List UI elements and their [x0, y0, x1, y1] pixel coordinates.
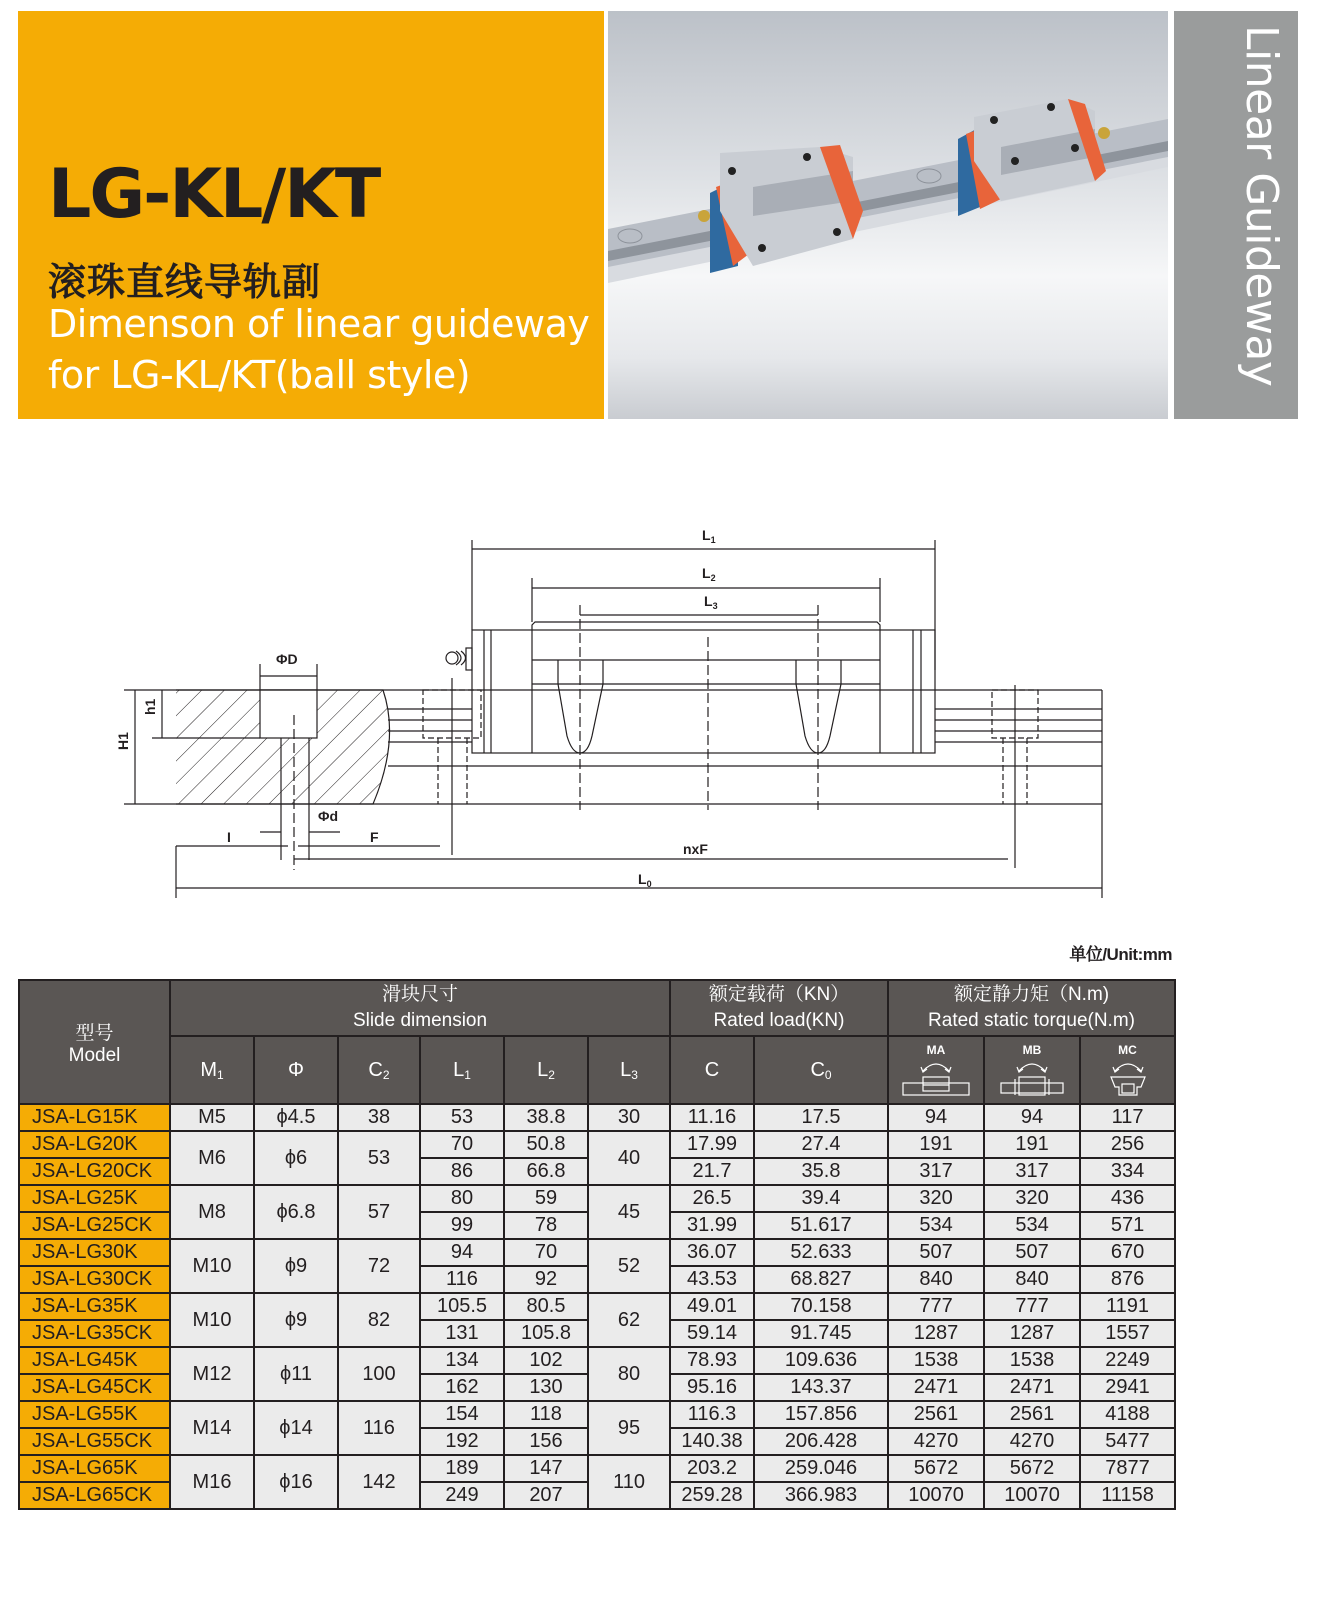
- dimension-drawing: [100, 520, 1120, 910]
- c-cell: 116.3: [670, 1401, 754, 1428]
- model-cell: JSA-LG65K: [19, 1455, 170, 1482]
- l1-cell: 192: [420, 1428, 504, 1455]
- c2-cell: 53: [338, 1131, 420, 1185]
- mb-cell: 4270: [984, 1428, 1080, 1455]
- mb-cell: 320: [984, 1185, 1080, 1212]
- mc-cell: 7877: [1080, 1455, 1175, 1482]
- header-rated-load: 额定载荷（KN） Rated load(KN): [670, 980, 888, 1036]
- table-row: [19, 1185, 1175, 1212]
- model-cell: JSA-LG45K: [19, 1347, 170, 1374]
- phi-cell: ϕ4.5: [254, 1104, 338, 1131]
- product-photo: [608, 11, 1168, 419]
- model-cell: JSA-LG35CK: [19, 1320, 170, 1347]
- l1-cell: 154: [420, 1401, 504, 1428]
- c2-cell: 82: [338, 1293, 420, 1347]
- table-row: [19, 1131, 1175, 1158]
- c0-cell: 39.4: [754, 1185, 888, 1212]
- l2-cell: 80.5: [504, 1293, 588, 1320]
- ma-cell: 777: [888, 1293, 984, 1320]
- mb-cell: 840: [984, 1266, 1080, 1293]
- ma-cell: 5672: [888, 1455, 984, 1482]
- l1-cell: 162: [420, 1374, 504, 1401]
- l2-cell: 130: [504, 1374, 588, 1401]
- c0-cell: 259.046: [754, 1455, 888, 1482]
- l1-cell: 86: [420, 1158, 504, 1185]
- l3-cell: 80: [588, 1347, 670, 1401]
- label-L2: $L_2$: [702, 565, 716, 583]
- l1-cell: 80: [420, 1185, 504, 1212]
- c-cell: 59.14: [670, 1320, 754, 1347]
- spec-table: [18, 979, 1176, 1510]
- col-phi: Φ: [254, 1036, 338, 1104]
- yaw-moment-icon: [997, 1057, 1067, 1097]
- mb-cell: 1287: [984, 1320, 1080, 1347]
- l1-cell: 134: [420, 1347, 504, 1374]
- col-C2: $C_2$: [338, 1036, 420, 1104]
- header-slide-dimension: 滑块尺寸 Slide dimension: [170, 980, 670, 1036]
- spec-table-body: [19, 1104, 1175, 1509]
- c0-cell: 366.983: [754, 1482, 888, 1509]
- l1-cell: 249: [420, 1482, 504, 1509]
- roll-moment-icon: [1103, 1057, 1153, 1097]
- m1-cell: M16: [170, 1455, 254, 1509]
- label-phid: Φd: [318, 808, 339, 824]
- mc-cell: 4188: [1080, 1401, 1175, 1428]
- c2-cell: 116: [338, 1401, 420, 1455]
- linear-guide-illustration: [608, 11, 1168, 419]
- c-cell: 31.99: [670, 1212, 754, 1239]
- phi-cell: ϕ14: [254, 1401, 338, 1455]
- c-cell: 95.16: [670, 1374, 754, 1401]
- c-cell: 43.53: [670, 1266, 754, 1293]
- model-cell: JSA-LG45CK: [19, 1374, 170, 1401]
- m1-cell: M12: [170, 1347, 254, 1401]
- c-cell: 203.2: [670, 1455, 754, 1482]
- model-cell: JSA-LG65CK: [19, 1482, 170, 1509]
- model-cell: JSA-LG55CK: [19, 1428, 170, 1455]
- col-MC: MC: [1080, 1036, 1175, 1104]
- phi-cell: ϕ6.8: [254, 1185, 338, 1239]
- col-MA: MA: [888, 1036, 984, 1104]
- l1-cell: 99: [420, 1212, 504, 1239]
- l2-cell: 207: [504, 1482, 588, 1509]
- l2-cell: 102: [504, 1347, 588, 1374]
- col-M1: $M_1$: [170, 1036, 254, 1104]
- m1-cell: M14: [170, 1401, 254, 1455]
- c0-cell: 35.8: [754, 1158, 888, 1185]
- ma-cell: 191: [888, 1131, 984, 1158]
- l2-cell: 70: [504, 1239, 588, 1266]
- mc-cell: 670: [1080, 1239, 1175, 1266]
- model-cell: JSA-LG20K: [19, 1131, 170, 1158]
- ma-cell: 507: [888, 1239, 984, 1266]
- m1-cell: M8: [170, 1185, 254, 1239]
- c0-cell: 17.5: [754, 1104, 888, 1131]
- c-cell: 26.5: [670, 1185, 754, 1212]
- col-L2: $L_2$: [504, 1036, 588, 1104]
- product-title: LG-KL/KT: [48, 155, 380, 234]
- col-L1: $L_1$: [420, 1036, 504, 1104]
- l3-cell: 95: [588, 1401, 670, 1455]
- mc-cell: 117: [1080, 1104, 1175, 1131]
- subtitle-en-line1: Dimenson of linear guideway: [48, 302, 590, 346]
- c-cell: 49.01: [670, 1293, 754, 1320]
- product-subtitle-cn: 滚珠直线导轨副: [48, 260, 322, 304]
- mb-cell: 2561: [984, 1401, 1080, 1428]
- m1-cell: M5: [170, 1104, 254, 1131]
- label-I: I: [227, 829, 231, 845]
- l2-cell: 156: [504, 1428, 588, 1455]
- table-row: [19, 1455, 1175, 1482]
- label-L1: $L_1$: [702, 527, 716, 545]
- mb-cell: 10070: [984, 1482, 1080, 1509]
- ma-cell: 2561: [888, 1401, 984, 1428]
- mc-cell: 334: [1080, 1158, 1175, 1185]
- m1-cell: M10: [170, 1239, 254, 1293]
- mb-cell: 94: [984, 1104, 1080, 1131]
- table-row: [19, 1401, 1175, 1428]
- c0-cell: 52.633: [754, 1239, 888, 1266]
- c-cell: 11.16: [670, 1104, 754, 1131]
- ma-cell: 1538: [888, 1347, 984, 1374]
- c2-cell: 100: [338, 1347, 420, 1401]
- l2-cell: 50.8: [504, 1131, 588, 1158]
- l2-cell: 118: [504, 1401, 588, 1428]
- mc-cell: 876: [1080, 1266, 1175, 1293]
- l3-cell: 30: [588, 1104, 670, 1131]
- model-cell: JSA-LG30K: [19, 1239, 170, 1266]
- ma-cell: 1287: [888, 1320, 984, 1347]
- l3-cell: 52: [588, 1239, 670, 1293]
- l1-cell: 53: [420, 1104, 504, 1131]
- mc-cell: 2249: [1080, 1347, 1175, 1374]
- ma-cell: 10070: [888, 1482, 984, 1509]
- phi-cell: ϕ16: [254, 1455, 338, 1509]
- unit-note: 单位/Unit:mm: [1069, 945, 1172, 964]
- mb-cell: 777: [984, 1293, 1080, 1320]
- l2-cell: 147: [504, 1455, 588, 1482]
- c-cell: 259.28: [670, 1482, 754, 1509]
- mc-cell: 11158: [1080, 1482, 1175, 1509]
- model-cell: JSA-LG35K: [19, 1293, 170, 1320]
- l2-cell: 78: [504, 1212, 588, 1239]
- ma-cell: 317: [888, 1158, 984, 1185]
- label-h1: h1: [142, 698, 158, 715]
- model-cell: JSA-LG25CK: [19, 1212, 170, 1239]
- c-cell: 36.07: [670, 1239, 754, 1266]
- mc-cell: 5477: [1080, 1428, 1175, 1455]
- c-cell: 21.7: [670, 1158, 754, 1185]
- ma-cell: 840: [888, 1266, 984, 1293]
- mb-cell: 191: [984, 1131, 1080, 1158]
- table-row: [19, 1239, 1175, 1266]
- product-subtitle-en: [48, 299, 589, 401]
- l2-cell: 92: [504, 1266, 588, 1293]
- l1-cell: 116: [420, 1266, 504, 1293]
- l1-cell: 94: [420, 1239, 504, 1266]
- phi-cell: ϕ11: [254, 1347, 338, 1401]
- header-rated-torque: 额定静力矩（N.m) Rated static torque(N.m): [888, 980, 1175, 1036]
- col-MB: MB: [984, 1036, 1080, 1104]
- c0-cell: 109.636: [754, 1347, 888, 1374]
- c0-cell: 27.4: [754, 1131, 888, 1158]
- l1-cell: 105.5: [420, 1293, 504, 1320]
- mc-cell: 436: [1080, 1185, 1175, 1212]
- table-row: [19, 1293, 1175, 1320]
- c0-cell: 206.428: [754, 1428, 888, 1455]
- label-L0: $L_0$: [638, 871, 652, 889]
- label-F: F: [370, 829, 379, 845]
- mc-cell: 1557: [1080, 1320, 1175, 1347]
- c0-cell: 51.617: [754, 1212, 888, 1239]
- c2-cell: 38: [338, 1104, 420, 1131]
- label-L3: $L_3$: [704, 593, 718, 611]
- model-cell: JSA-LG30CK: [19, 1266, 170, 1293]
- label-H1: H1: [115, 732, 131, 750]
- phi-cell: ϕ9: [254, 1293, 338, 1347]
- mb-cell: 1538: [984, 1347, 1080, 1374]
- l2-cell: 38.8: [504, 1104, 588, 1131]
- mb-cell: 317: [984, 1158, 1080, 1185]
- c-cell: 17.99: [670, 1131, 754, 1158]
- phi-cell: ϕ9: [254, 1239, 338, 1293]
- mc-cell: 2941: [1080, 1374, 1175, 1401]
- c0-cell: 157.856: [754, 1401, 888, 1428]
- phi-cell: ϕ6: [254, 1131, 338, 1185]
- table-row: [19, 1347, 1175, 1374]
- label-nxF: nxF: [683, 841, 708, 857]
- ma-cell: 4270: [888, 1428, 984, 1455]
- c-cell: 78.93: [670, 1347, 754, 1374]
- l1-cell: 189: [420, 1455, 504, 1482]
- l3-cell: 110: [588, 1455, 670, 1509]
- col-L3: $L_3$: [588, 1036, 670, 1104]
- ma-cell: 2471: [888, 1374, 984, 1401]
- l3-cell: 40: [588, 1131, 670, 1185]
- section-side-tab: [1174, 11, 1298, 419]
- header-model: 型号 Model: [19, 980, 170, 1104]
- c0-cell: 143.37: [754, 1374, 888, 1401]
- label-phiD: ΦD: [276, 651, 298, 667]
- l3-cell: 45: [588, 1185, 670, 1239]
- m1-cell: M10: [170, 1293, 254, 1347]
- model-cell: JSA-LG15K: [19, 1104, 170, 1131]
- ma-cell: 94: [888, 1104, 984, 1131]
- mb-cell: 507: [984, 1239, 1080, 1266]
- pitch-moment-icon: [901, 1057, 971, 1097]
- l2-cell: 66.8: [504, 1158, 588, 1185]
- l3-cell: 62: [588, 1293, 670, 1347]
- mc-cell: 571: [1080, 1212, 1175, 1239]
- l1-cell: 70: [420, 1131, 504, 1158]
- ma-cell: 320: [888, 1185, 984, 1212]
- col-C: C: [670, 1036, 754, 1104]
- l2-cell: 105.8: [504, 1320, 588, 1347]
- model-cell: JSA-LG20CK: [19, 1158, 170, 1185]
- model-cell: JSA-LG55K: [19, 1401, 170, 1428]
- c-cell: 140.38: [670, 1428, 754, 1455]
- c0-cell: 70.158: [754, 1293, 888, 1320]
- mb-cell: 5672: [984, 1455, 1080, 1482]
- c2-cell: 72: [338, 1239, 420, 1293]
- title-banner: [18, 11, 604, 419]
- model-cell: JSA-LG25K: [19, 1185, 170, 1212]
- mc-cell: 1191: [1080, 1293, 1175, 1320]
- l1-cell: 131: [420, 1320, 504, 1347]
- mc-cell: 256: [1080, 1131, 1175, 1158]
- c0-cell: 68.827: [754, 1266, 888, 1293]
- col-C0: $C_0$: [754, 1036, 888, 1104]
- side-tab-label: Linear Guideway: [1236, 25, 1287, 387]
- m1-cell: M6: [170, 1131, 254, 1185]
- table-row: [19, 1104, 1175, 1131]
- l2-cell: 59: [504, 1185, 588, 1212]
- c2-cell: 142: [338, 1455, 420, 1509]
- mb-cell: 534: [984, 1212, 1080, 1239]
- mb-cell: 2471: [984, 1374, 1080, 1401]
- c2-cell: 57: [338, 1185, 420, 1239]
- subtitle-en-line2: for LG-KL/KT(ball style): [48, 353, 471, 397]
- c0-cell: 91.745: [754, 1320, 888, 1347]
- ma-cell: 534: [888, 1212, 984, 1239]
